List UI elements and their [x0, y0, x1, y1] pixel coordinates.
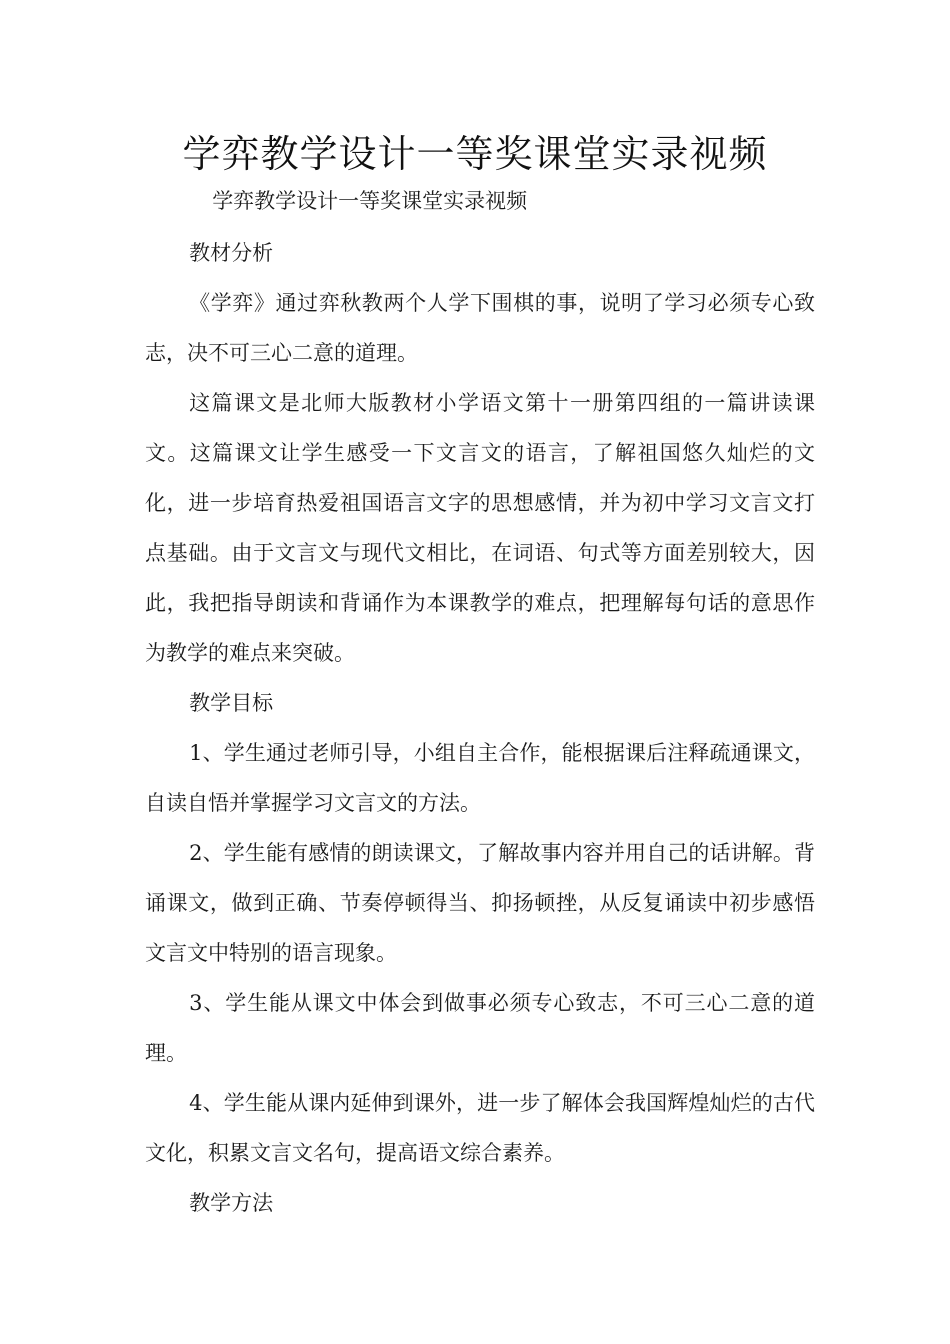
section-heading-teaching-methods: 教学方法 [189, 1191, 274, 1215]
goal-item-2: 2、学生能有感情的朗读课文，了解故事内容并用自己的话讲解。背诵课文，做到正确、节奏停顿得当、抑扬顿挫，从反复诵读中初步感悟文言文中特别的语言现象。 [145, 841, 815, 965]
paragraph-summary: 《学弈》通过弈秋教两个人学下围棋的事，说明了学习必须专心致志，决不可三心二意的道理。 [145, 291, 815, 365]
section-heading-material-analysis: 教材分析 [189, 241, 274, 265]
document-body [145, 178, 815, 1228]
goal-item-1: 1、学生通过老师引导，小组自主合作，能根据课后注释疏通课文，自读自悟并掌握学习文言文的方法。 [145, 741, 815, 815]
goal-item-3: 3、学生能从课文中体会到做事必须专心致志，不可三心二意的道理。 [145, 991, 815, 1065]
document-title: 学弈教学设计一等奖课堂实录视频 [182, 132, 768, 176]
goal-item-4: 4、学生能从课内延伸到课外，进一步了解体会我国辉煌灿烂的古代文化，积累文言文名句，提高语文综合素养。 [145, 1091, 815, 1165]
section-heading-teaching-goals: 教学目标 [189, 691, 274, 715]
paragraph-analysis: 这篇课文是北师大版教材小学语文第十一册第四组的一篇讲读课文。这篇课文让学生感受一下文言文的语言，了解祖国悠久灿烂的文化，进一步培育热爱祖国语言文字的思想感情，并为初中学习文言文打点基础。由于文言文与现代文相比，在词语、句式等方面差别较大，因此，我把指导朗读和背诵作为本课教学的难点，把理解每句话的意思作为教学的难点来突破。 [145, 391, 815, 665]
document-subtitle: 学弈教学设计一等奖课堂实录视频 [212, 189, 528, 213]
